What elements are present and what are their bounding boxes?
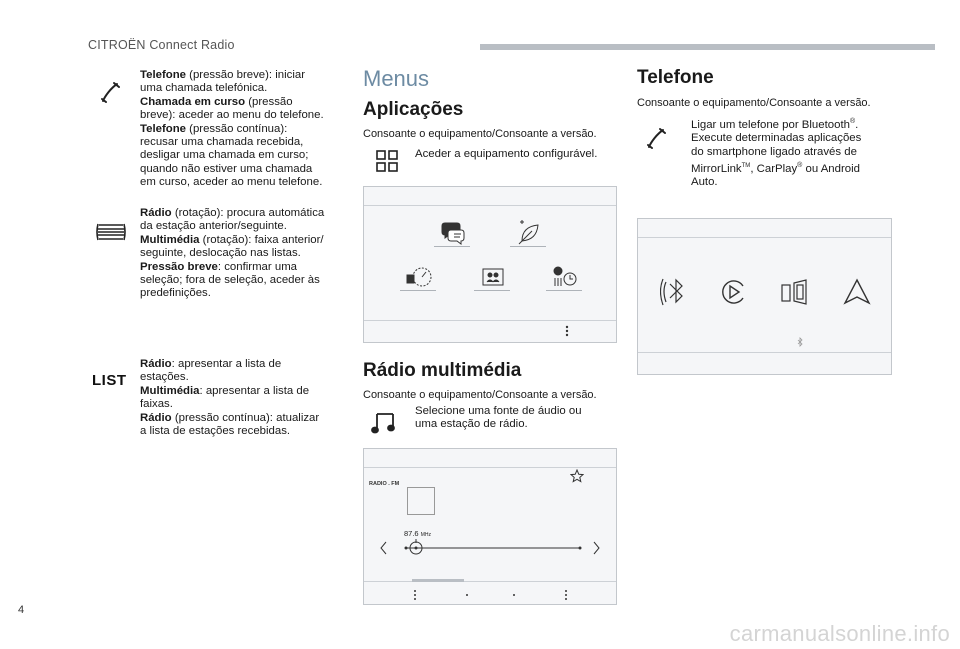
active-tab-indicator: [412, 579, 464, 582]
rotary-knob-icon: [95, 221, 127, 243]
radio-media-note: Consoante o equipamento/Consoante a versão.: [363, 389, 597, 401]
leaf-icon-underline: [510, 246, 546, 247]
mirrorlink-icon: [778, 277, 810, 307]
favorite-star-icon[interactable]: [570, 469, 584, 483]
applications-note: Consoante o equipamento/Consoante a versão.: [363, 128, 597, 140]
header-bar: [480, 44, 935, 50]
radio-bottom-bar-icons: [409, 589, 579, 601]
header-title: CITROËN Connect Radio: [88, 38, 235, 52]
speech-bubble-icon: [439, 219, 469, 247]
grid-apps-icon: [376, 150, 398, 172]
leaf-icon: [514, 219, 544, 247]
speech-icon-underline: [434, 246, 470, 247]
android-auto-icon: [842, 277, 872, 307]
radio-media-heading: Rádio multimédia: [363, 360, 522, 381]
station-artwork: [407, 487, 435, 515]
radio-media-description: Selecione uma fonte de áudio ou uma estação de rádio.: [415, 405, 582, 431]
knob-description: Rádio (rotação): procura automática da estação anterior/seguinte. Multimédia (rotação): faixa anterior/ seguinte, deslocação nas listas. Pressão breve: confirmar uma seleção; fora de seleção, aceder às predefinições.: [140, 207, 325, 300]
telephone-heading: Telefone: [637, 67, 714, 88]
radio-band-label: RADIO . FM: [369, 481, 400, 487]
carplay-icon: [718, 277, 748, 307]
list-button-label: LIST: [92, 372, 127, 389]
list-button-description: Rádio: apresentar a lista de estações. Multimédia: apresentar a lista de faixas. Rádio (pressão contínua): atualizar a lista de estações recebidas.: [140, 358, 320, 438]
bluetooth-icon: [660, 274, 692, 310]
phone-icon: [100, 80, 124, 104]
applications-heading: Aplicações: [363, 99, 464, 120]
frequency-readout: 87.6 MHz: [404, 529, 431, 538]
watermark-text: carmanualsonline.info: [729, 621, 950, 646]
music-note-icon: [371, 409, 397, 435]
contacts-card-icon: [478, 264, 508, 290]
page-number: 4: [18, 604, 25, 616]
frequency-slider[interactable]: [372, 537, 610, 559]
contacts-icon-underline: [474, 290, 510, 291]
heat-icon-underline: [546, 290, 582, 291]
telephone-note: Consoante o equipamento/Consoante a versão.: [637, 97, 871, 109]
dial-settings-icon: [404, 264, 434, 290]
applications-description: Aceder a equipamento configurável.: [415, 148, 598, 160]
menus-heading: Menus: [363, 66, 430, 91]
radio-screen: [363, 448, 617, 605]
phone-icon: [646, 126, 670, 150]
bluetooth-status-icon: [796, 337, 804, 347]
heat-timer-icon: [550, 264, 580, 290]
applications-screen: [363, 186, 617, 343]
dial-icon-underline: [400, 290, 436, 291]
telephone-description: Ligar um telefone por Bluetooth®. Execute determinadas aplicações do smartphone ligado através de MirrorLink™, CarPlay® ou Android Auto.: [691, 118, 862, 189]
telephone-screen: [637, 218, 892, 375]
more-options-icon: [564, 325, 570, 337]
phone-button-description: Telefone (pressão breve): iniciar uma chamada telefónica. Chamada em curso (pressão breve): aceder ao menu do telefone. Telefone (pressão contínua): recusar uma chamada recebida, desligar uma chamada em curso; quando não estiver uma chamada em curso, aceder ao menu telefone.: [140, 69, 324, 189]
